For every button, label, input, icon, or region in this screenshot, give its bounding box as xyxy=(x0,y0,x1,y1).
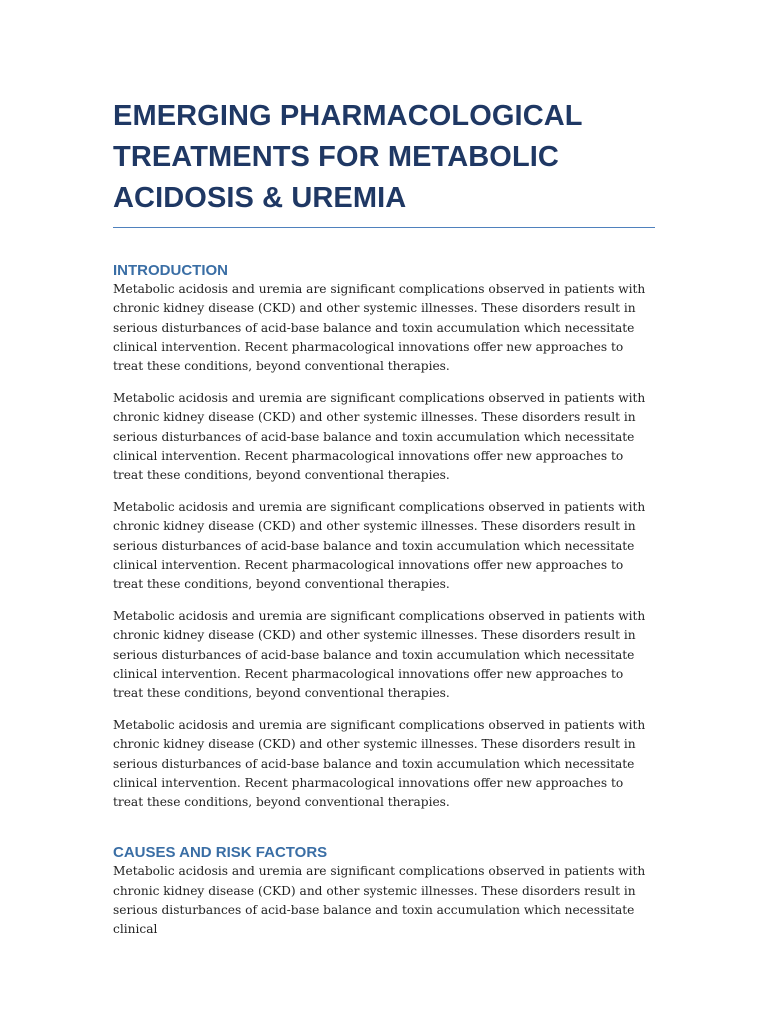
paragraph: Metabolic acidosis and uremia are significant complications observed in patients with chronic kidney disease (CKD) and other systemic illnesses. These disorders result in serious disturbances of acid-base balance and toxin accumulation which necessitate clinical xyxy=(113,864,646,937)
document-title: EMERGING PHARMACOLOGICAL TREATMENTS FOR METABOLIC ACIDOSIS & UREMIA xyxy=(113,96,655,228)
paragraph: Metabolic acidosis and uremia are significant complications observed in patients with chronic kidney disease (CKD) and other systemic illnesses. These disorders result in serious disturbances of acid-base balance and toxin accumulation which necessitate clinical intervention. Recent pharmacological innovations offer new approaches to treat these conditions, beyond conventional therapies. xyxy=(113,390,646,483)
section-introduction xyxy=(113,262,655,812)
paragraph: Metabolic acidosis and uremia are significant complications observed in patients with chronic kidney disease (CKD) and other systemic illnesses. These disorders result in serious disturbances of acid-base balance and toxin accumulation which necessitate clinical intervention. Recent pharmacological innovations offer new approaches to treat these conditions, beyond conventional therapies. xyxy=(113,499,646,592)
paragraph: Metabolic acidosis and uremia are significant complications observed in patients with chronic kidney disease (CKD) and other systemic illnesses. These disorders result in serious disturbances of acid-base balance and toxin accumulation which necessitate clinical intervention. Recent pharmacological innovations offer new approaches to treat these conditions, beyond conventional therapies. xyxy=(113,608,646,701)
paragraph: Metabolic acidosis and uremia are significant complications observed in patients with chronic kidney disease (CKD) and other systemic illnesses. These disorders result in serious disturbances of acid-base balance and toxin accumulation which necessitate clinical intervention. Recent pharmacological innovations offer new approaches to treat these conditions, beyond conventional therapies. xyxy=(113,282,646,374)
section-heading: INTRODUCTION xyxy=(113,262,228,279)
section-causes-and-risk-factors xyxy=(113,844,655,939)
section-heading: CAUSES AND RISK FACTORS xyxy=(113,844,328,862)
paragraph: Metabolic acidosis and uremia are significant complications observed in patients with chronic kidney disease (CKD) and other systemic illnesses. These disorders result in serious disturbances of acid-base balance and toxin accumulation which necessitate clinical intervention. Recent pharmacological innovations offer new approaches to treat these conditions, beyond conventional therapies. xyxy=(113,717,646,810)
document-page xyxy=(113,96,655,952)
